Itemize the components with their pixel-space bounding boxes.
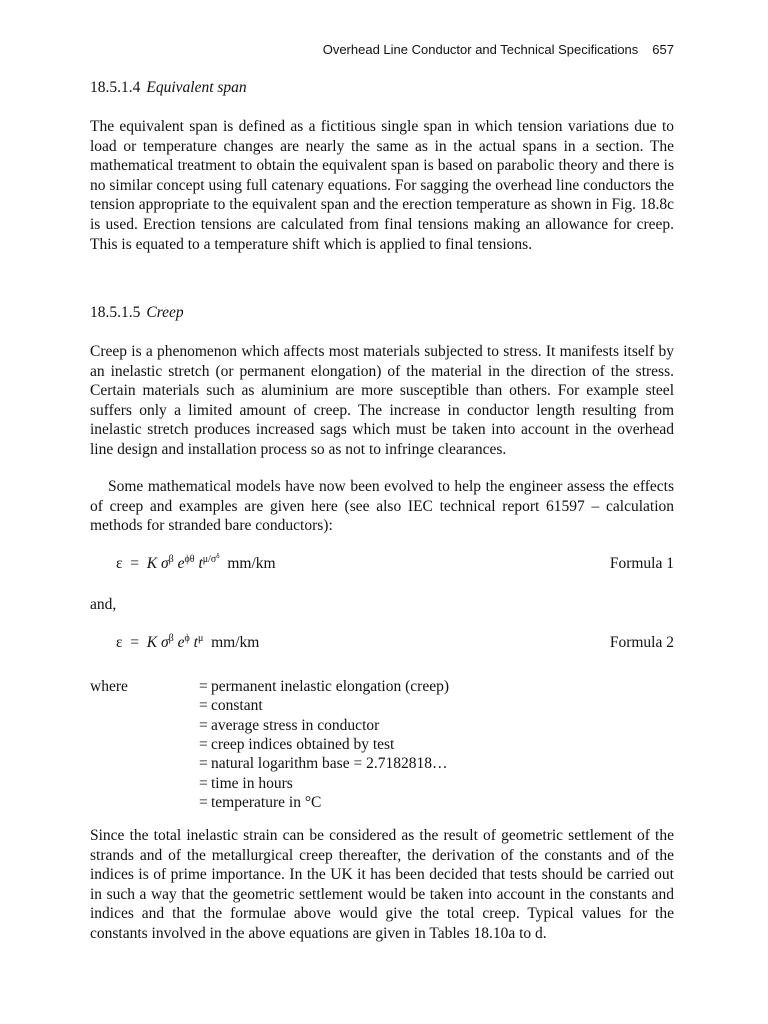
equals-sign: = [199,793,208,811]
formula-1-label: Formula 1 [609,555,674,572]
equals-sign: = [199,716,208,734]
section-number: 18.5.1.4 [90,79,141,96]
formula-2-label: Formula 2 [609,634,674,651]
definition-text: time in hours [211,774,293,792]
section-title: Equivalent span [146,79,247,96]
running-head [323,42,674,57]
and-text: and, [90,596,117,613]
running-head-title: Overhead Line Conductor and Technical Specifications [322,42,639,57]
definition-text: average stress in conductor [211,716,380,734]
equals-sign: = [199,678,208,695]
formula-unit: mm/km [211,634,260,651]
definition-text: natural logarithm base = 2.7182818… [211,755,448,773]
equals-sign: = [199,697,208,715]
page-number: 657 [652,42,674,57]
where-label: where [90,678,128,695]
section-title: Creep [146,304,184,321]
equals-sign: = [199,735,208,753]
equals-sign: = [199,774,208,792]
creep-paragraph-1: Creep is a phenomenon which affects most materials subjected to stress. It manifests itself by an inelastic stretch (or permanent elongation) of the material in the direction of the stress. Certain materials such as aluminium are more susceptible than others. For example steel suffers only a limited amount of creep. The increase in conductor length resulting from inelastic stretch produces increased sags which must be taken into account in the overhead line design and installation process so as not to infringe clearances. [90,343,674,458]
section-number: 18.5.1.5 [90,304,141,321]
definition-text: creep indices obtained by test [211,735,395,753]
formula-1-expression: ε = K $\sigma^\beta$ $e^{\phi\theta}$ $t^{\mu/\sigma^\delta}$ mm/km [116,552,276,572]
section-heading-equivalent-span [90,79,247,97]
definition-text: temperature in °C [211,793,322,811]
formula-unit: mm/km [227,555,276,572]
formula-1 [90,552,674,577]
equivalent-span-paragraph: The equivalent span is defined as a fictitious single span in which tension variations due to load or temperature changes are nearly the same as in the actual spans in a section. The mathematical treatment to obtain the equivalent span is based on parabolic theory and there is no similar concept using full catenary equations. For sagging the overhead line conductors the tension appropriate to the equivalent span and the erection temperature as shown in Fig. 18.8c is used. Erection tensions are calculated from final tensions making an allowance for creep. This is equated to a temperature shift which is applied to final tensions. [90,118,674,253]
creep-paragraph-3: Since the total inelastic strain can be considered as the result of geometric settlement of the strands and of the metallurgical creep thereafter, the derivation of the constants and of the indices is of prime importance. In the UK it has been decided that tests should be carried out in such a way that the geometric settlement would be taken into account in the constants and indices and that the formulae above would give the total creep. Typical values for the constants involved in the above equations are given in Tables 18.10a to d. [90,827,674,942]
section-heading-creep [90,304,184,322]
formula-2-expression: ε = K $\sigma^\beta$ $e^\phi$ $t^\mu$ mm/km [116,633,260,651]
creep-paragraph-2: Some mathematical models have now been evolved to help the engineer assess the effects of creep and examples are given here (see also IEC technical report 61597 – calculation methods for stranded bare conductors): [90,478,674,535]
definition-text: permanent inelastic elongation (creep) [211,678,449,695]
formula-2 [90,634,674,656]
definition-text: constant [211,697,263,715]
equals-sign: = [199,755,208,773]
